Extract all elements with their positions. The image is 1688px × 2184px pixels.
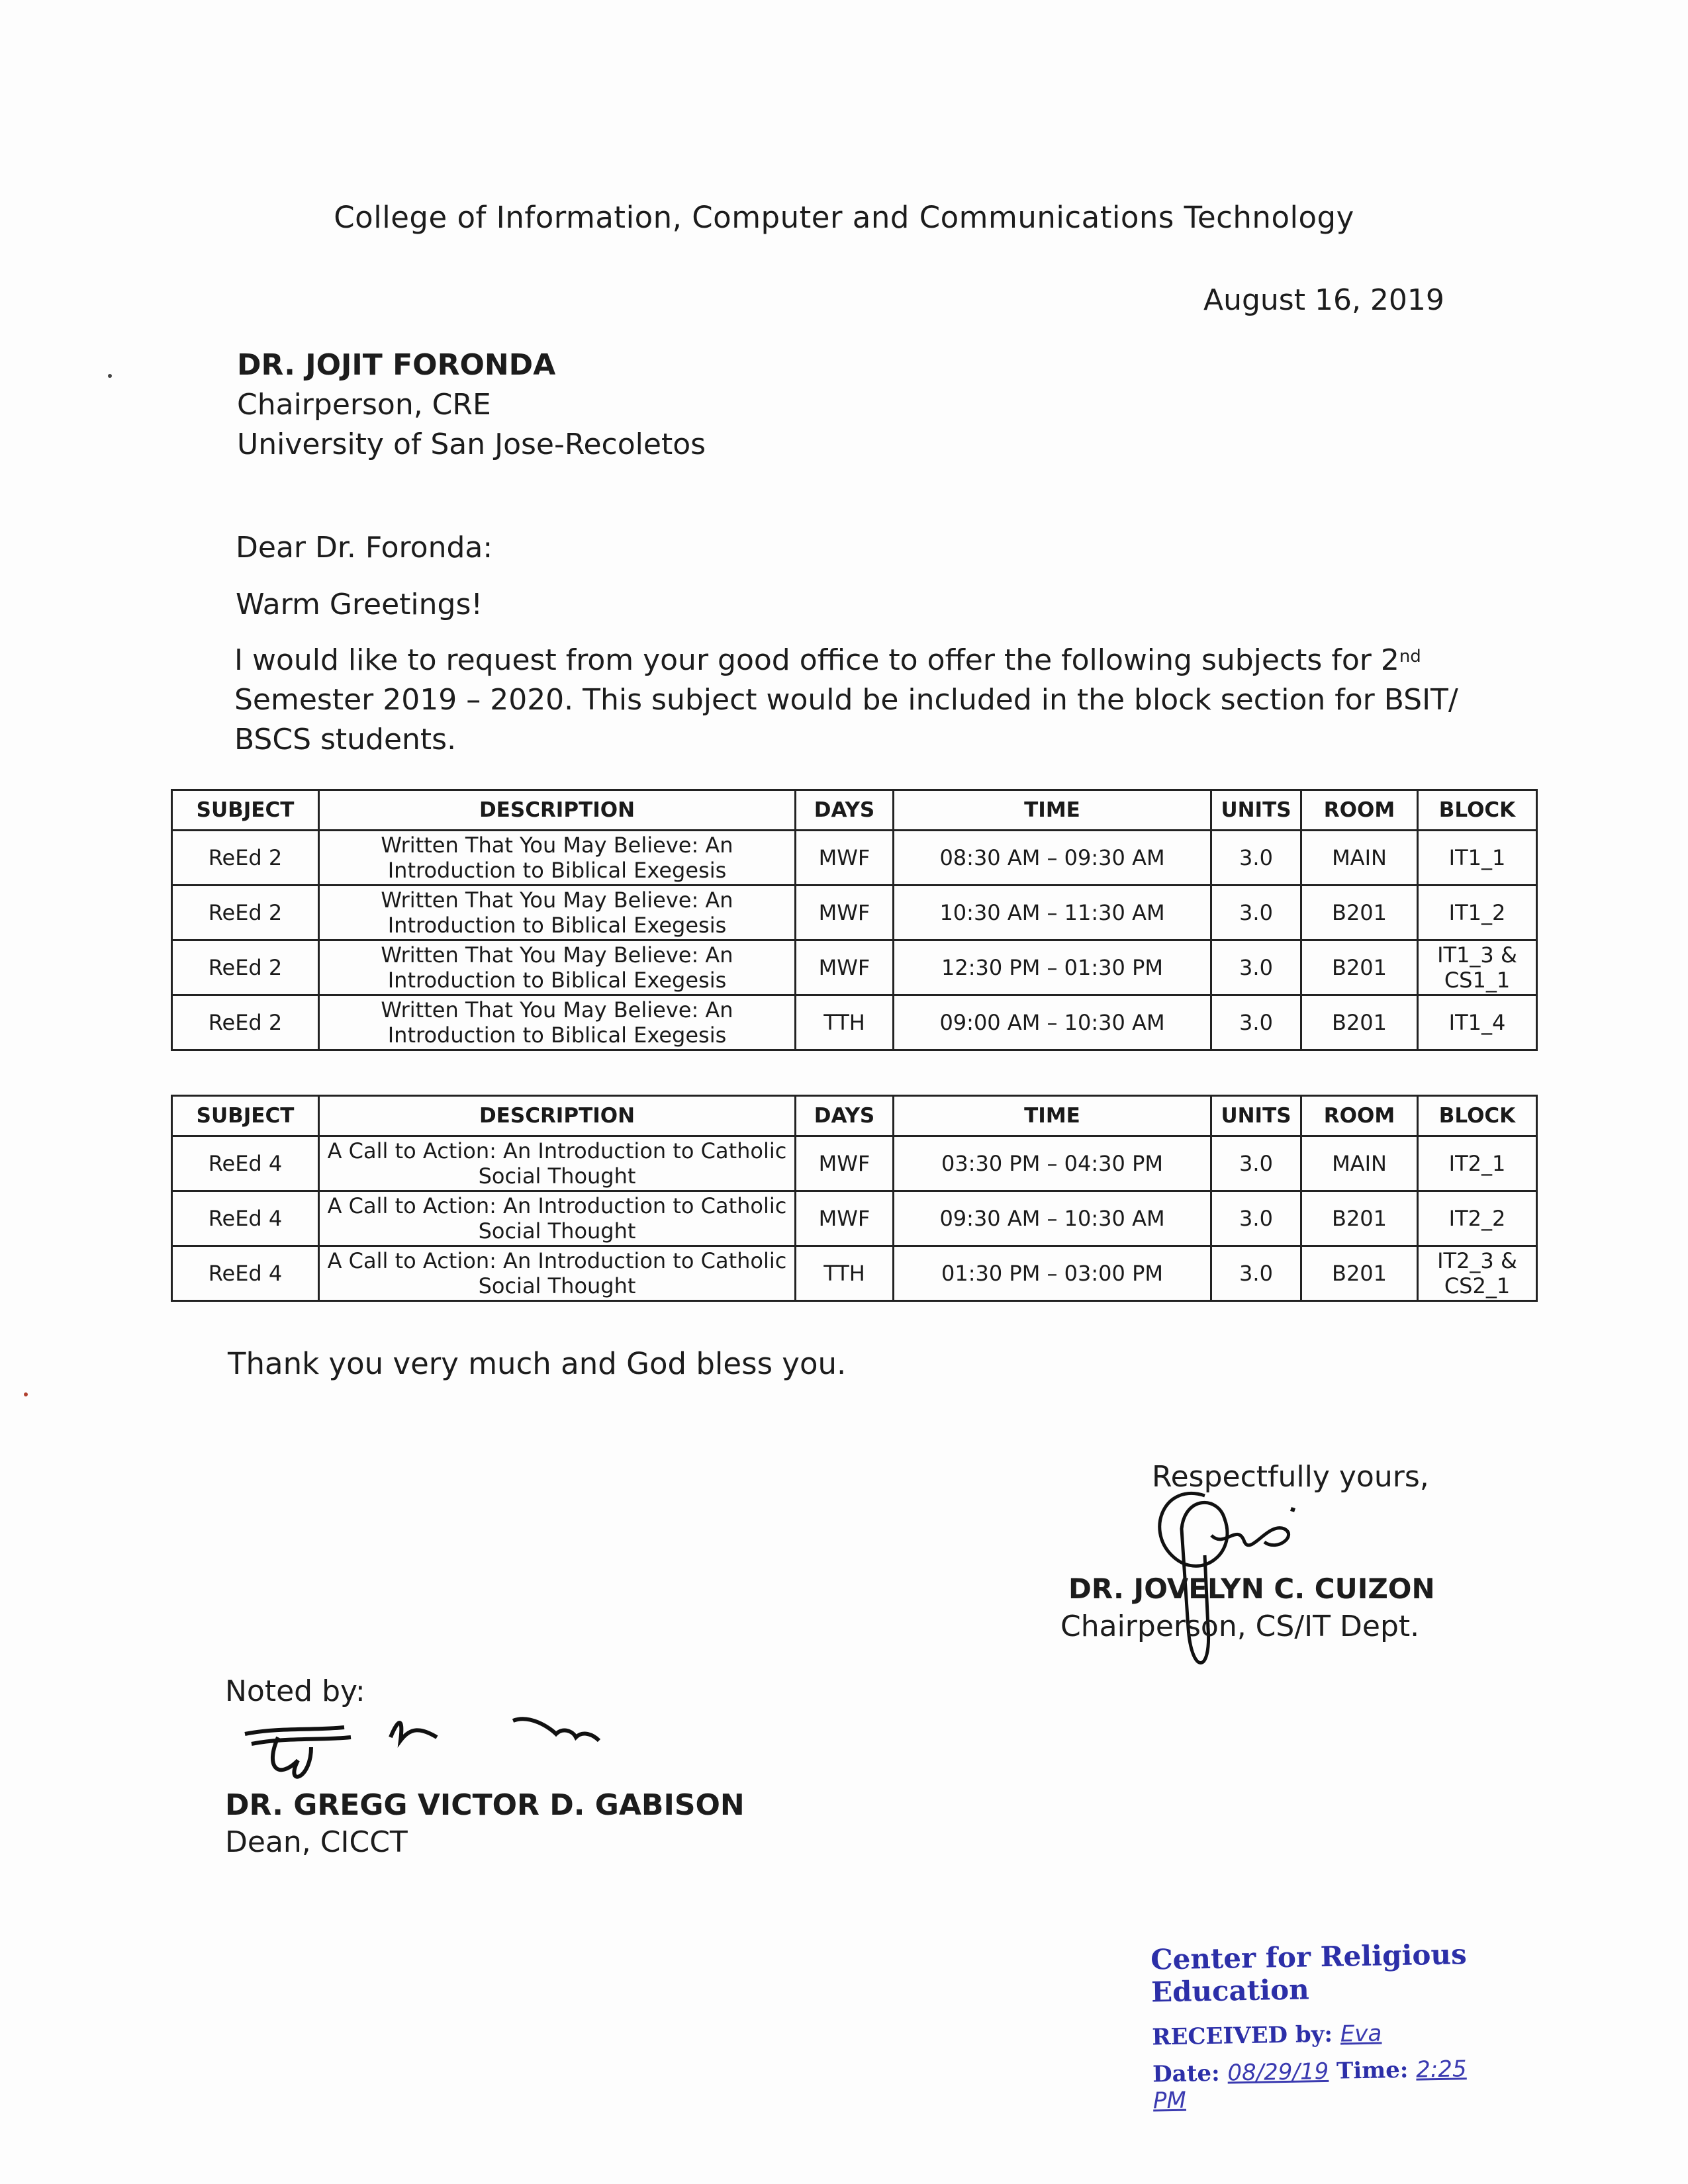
cell-room: B201	[1301, 1246, 1418, 1301]
stamp-office: Center for Religious Education	[1150, 1938, 1468, 2009]
col-header: DAYS	[796, 790, 894, 831]
col-header: BLOCK	[1418, 1096, 1537, 1136]
col-header: SUBJECT	[172, 1096, 319, 1136]
cell-description: A Call to Action: An Introduction to Catholic Social Thought	[319, 1191, 796, 1246]
cell-subject: ReEd 2	[172, 886, 319, 940]
cell-description: A Call to Action: An Introduction to Catholic Social Thought	[319, 1246, 796, 1301]
cell-time: 03:30 PM – 04:30 PM	[894, 1136, 1211, 1191]
cell-time: 01:30 PM – 03:00 PM	[894, 1246, 1211, 1301]
cell-units: 3.0	[1211, 886, 1301, 940]
scan-speck	[24, 1392, 28, 1396]
cell-time: 09:30 AM – 10:30 AM	[894, 1191, 1211, 1246]
dean-title: Dean, CICCT	[225, 1825, 408, 1859]
cell-subject: ReEd 4	[172, 1191, 319, 1246]
stamp-date-row	[1152, 2055, 1497, 2114]
recipient-title: Chairperson, CRE	[237, 388, 491, 422]
cell-block: IT2_2	[1418, 1191, 1537, 1246]
table-header-row	[172, 790, 1537, 831]
signoff: Respectfully yours,	[1152, 1460, 1429, 1494]
cell-description: Written That You May Believe: An Introduction to Biblical Exegesis	[319, 886, 796, 940]
cell-days: MWF	[796, 831, 894, 886]
col-header: ROOM	[1301, 1096, 1418, 1136]
cell-time: 09:00 AM – 10:30 AM	[894, 995, 1211, 1050]
cell-days: TTH	[796, 995, 894, 1050]
cell-subject: ReEd 4	[172, 1246, 319, 1301]
cell-room: B201	[1301, 995, 1418, 1050]
dean-name: DR. GREGG VICTOR D. GABISON	[225, 1788, 745, 1822]
cell-subject: ReEd 4	[172, 1136, 319, 1191]
cell-block: IT1_3 & CS1_1	[1418, 940, 1537, 995]
body-part-2: Semester 2019 – 2020. This subject would be included in the block section for BSIT/ BSCS students.	[234, 683, 1458, 756]
cell-units: 3.0	[1211, 1136, 1301, 1191]
cell-room: B201	[1301, 886, 1418, 940]
col-header: TIME	[894, 790, 1211, 831]
college-header: College of Information, Computer and Communications Technology	[334, 200, 1354, 235]
cell-time: 12:30 PM – 01:30 PM	[894, 940, 1211, 995]
cell-days: TTH	[796, 1246, 894, 1301]
table-row	[172, 1191, 1537, 1246]
cell-description: Written That You May Believe: An Introduction to Biblical Exegesis	[319, 831, 796, 886]
schedule-table-reed2	[171, 789, 1538, 1051]
cell-units: 3.0	[1211, 1191, 1301, 1246]
col-header: DESCRIPTION	[319, 790, 796, 831]
cell-block: IT2_1	[1418, 1136, 1537, 1191]
stamp-received-row	[1152, 2018, 1497, 2050]
col-header: TIME	[894, 1096, 1211, 1136]
cell-time: 08:30 AM – 09:30 AM	[894, 831, 1211, 886]
cell-room: B201	[1301, 940, 1418, 995]
schedule-table-reed4	[171, 1095, 1538, 1302]
recipient-org: University of San Jose-Recoletos	[237, 428, 706, 461]
cell-block: IT2_3 & CS2_1	[1418, 1246, 1537, 1301]
salutation: Dear Dr. Foronda:	[236, 531, 493, 565]
cell-days: MWF	[796, 1191, 894, 1246]
cell-room: MAIN	[1301, 831, 1418, 886]
greeting: Warm Greetings!	[236, 588, 483, 621]
col-header: DESCRIPTION	[319, 1096, 796, 1136]
stamp-received-by: Eva	[1340, 2020, 1382, 2048]
cell-block: IT1_1	[1418, 831, 1537, 886]
cell-description: Written That You May Believe: An Introduction to Biblical Exegesis	[319, 995, 796, 1050]
table-row	[172, 940, 1537, 995]
col-header: UNITS	[1211, 1096, 1301, 1136]
noted-by-label: Noted by:	[225, 1674, 365, 1708]
table-row	[172, 831, 1537, 886]
closing-line: Thank you very much and God bless you.	[228, 1346, 847, 1381]
cell-units: 3.0	[1211, 940, 1301, 995]
stamp-received-label: RECEIVED by:	[1151, 2021, 1333, 2051]
col-header: DAYS	[796, 1096, 894, 1136]
dean-signature	[238, 1707, 635, 1794]
table-row	[172, 1136, 1537, 1191]
stamp-time-label: Time:	[1336, 2056, 1409, 2085]
cell-description: Written That You May Believe: An Introduction to Biblical Exegesis	[319, 940, 796, 995]
cell-time: 10:30 AM – 11:30 AM	[894, 886, 1211, 940]
body-paragraph	[234, 641, 1466, 760]
cell-units: 3.0	[1211, 995, 1301, 1050]
table-row	[172, 886, 1537, 940]
recipient-name: DR. JOJIT FORONDA	[237, 348, 556, 382]
cell-room: B201	[1301, 1191, 1418, 1246]
cell-days: MWF	[796, 886, 894, 940]
cell-days: MWF	[796, 1136, 894, 1191]
stamp-date: 08/29/19	[1227, 2058, 1329, 2087]
col-header: UNITS	[1211, 790, 1301, 831]
cell-units: 3.0	[1211, 1246, 1301, 1301]
cell-block: IT1_4	[1418, 995, 1537, 1050]
table-row	[172, 1246, 1537, 1301]
col-header: ROOM	[1301, 790, 1418, 831]
col-header: SUBJECT	[172, 790, 319, 831]
cell-subject: ReEd 2	[172, 940, 319, 995]
stamp-time: 2:25 PM	[1152, 2056, 1467, 2115]
stamp-date-label: Date:	[1152, 2060, 1220, 2088]
received-stamp	[1150, 1937, 1497, 2114]
cell-days: MWF	[796, 940, 894, 995]
cell-description: A Call to Action: An Introduction to Catholic Social Thought	[319, 1136, 796, 1191]
cell-room: MAIN	[1301, 1136, 1418, 1191]
cell-subject: ReEd 2	[172, 831, 319, 886]
body-superscript: nd	[1399, 647, 1421, 666]
signatory-name: DR. JOVELYN C. CUIZON	[1068, 1572, 1435, 1605]
letter-date: August 16, 2019	[1203, 283, 1444, 317]
cell-units: 3.0	[1211, 831, 1301, 886]
table-header-row	[172, 1096, 1537, 1136]
scan-speck	[108, 374, 112, 378]
col-header: BLOCK	[1418, 790, 1537, 831]
signatory-title: Chairperson, CS/IT Dept.	[1060, 1610, 1420, 1643]
body-part-1: I would like to request from your good office to offer the following subjects for 2	[234, 643, 1399, 677]
cell-subject: ReEd 2	[172, 995, 319, 1050]
cell-block: IT1_2	[1418, 886, 1537, 940]
recipient-block	[237, 345, 706, 465]
table-row	[172, 995, 1537, 1050]
